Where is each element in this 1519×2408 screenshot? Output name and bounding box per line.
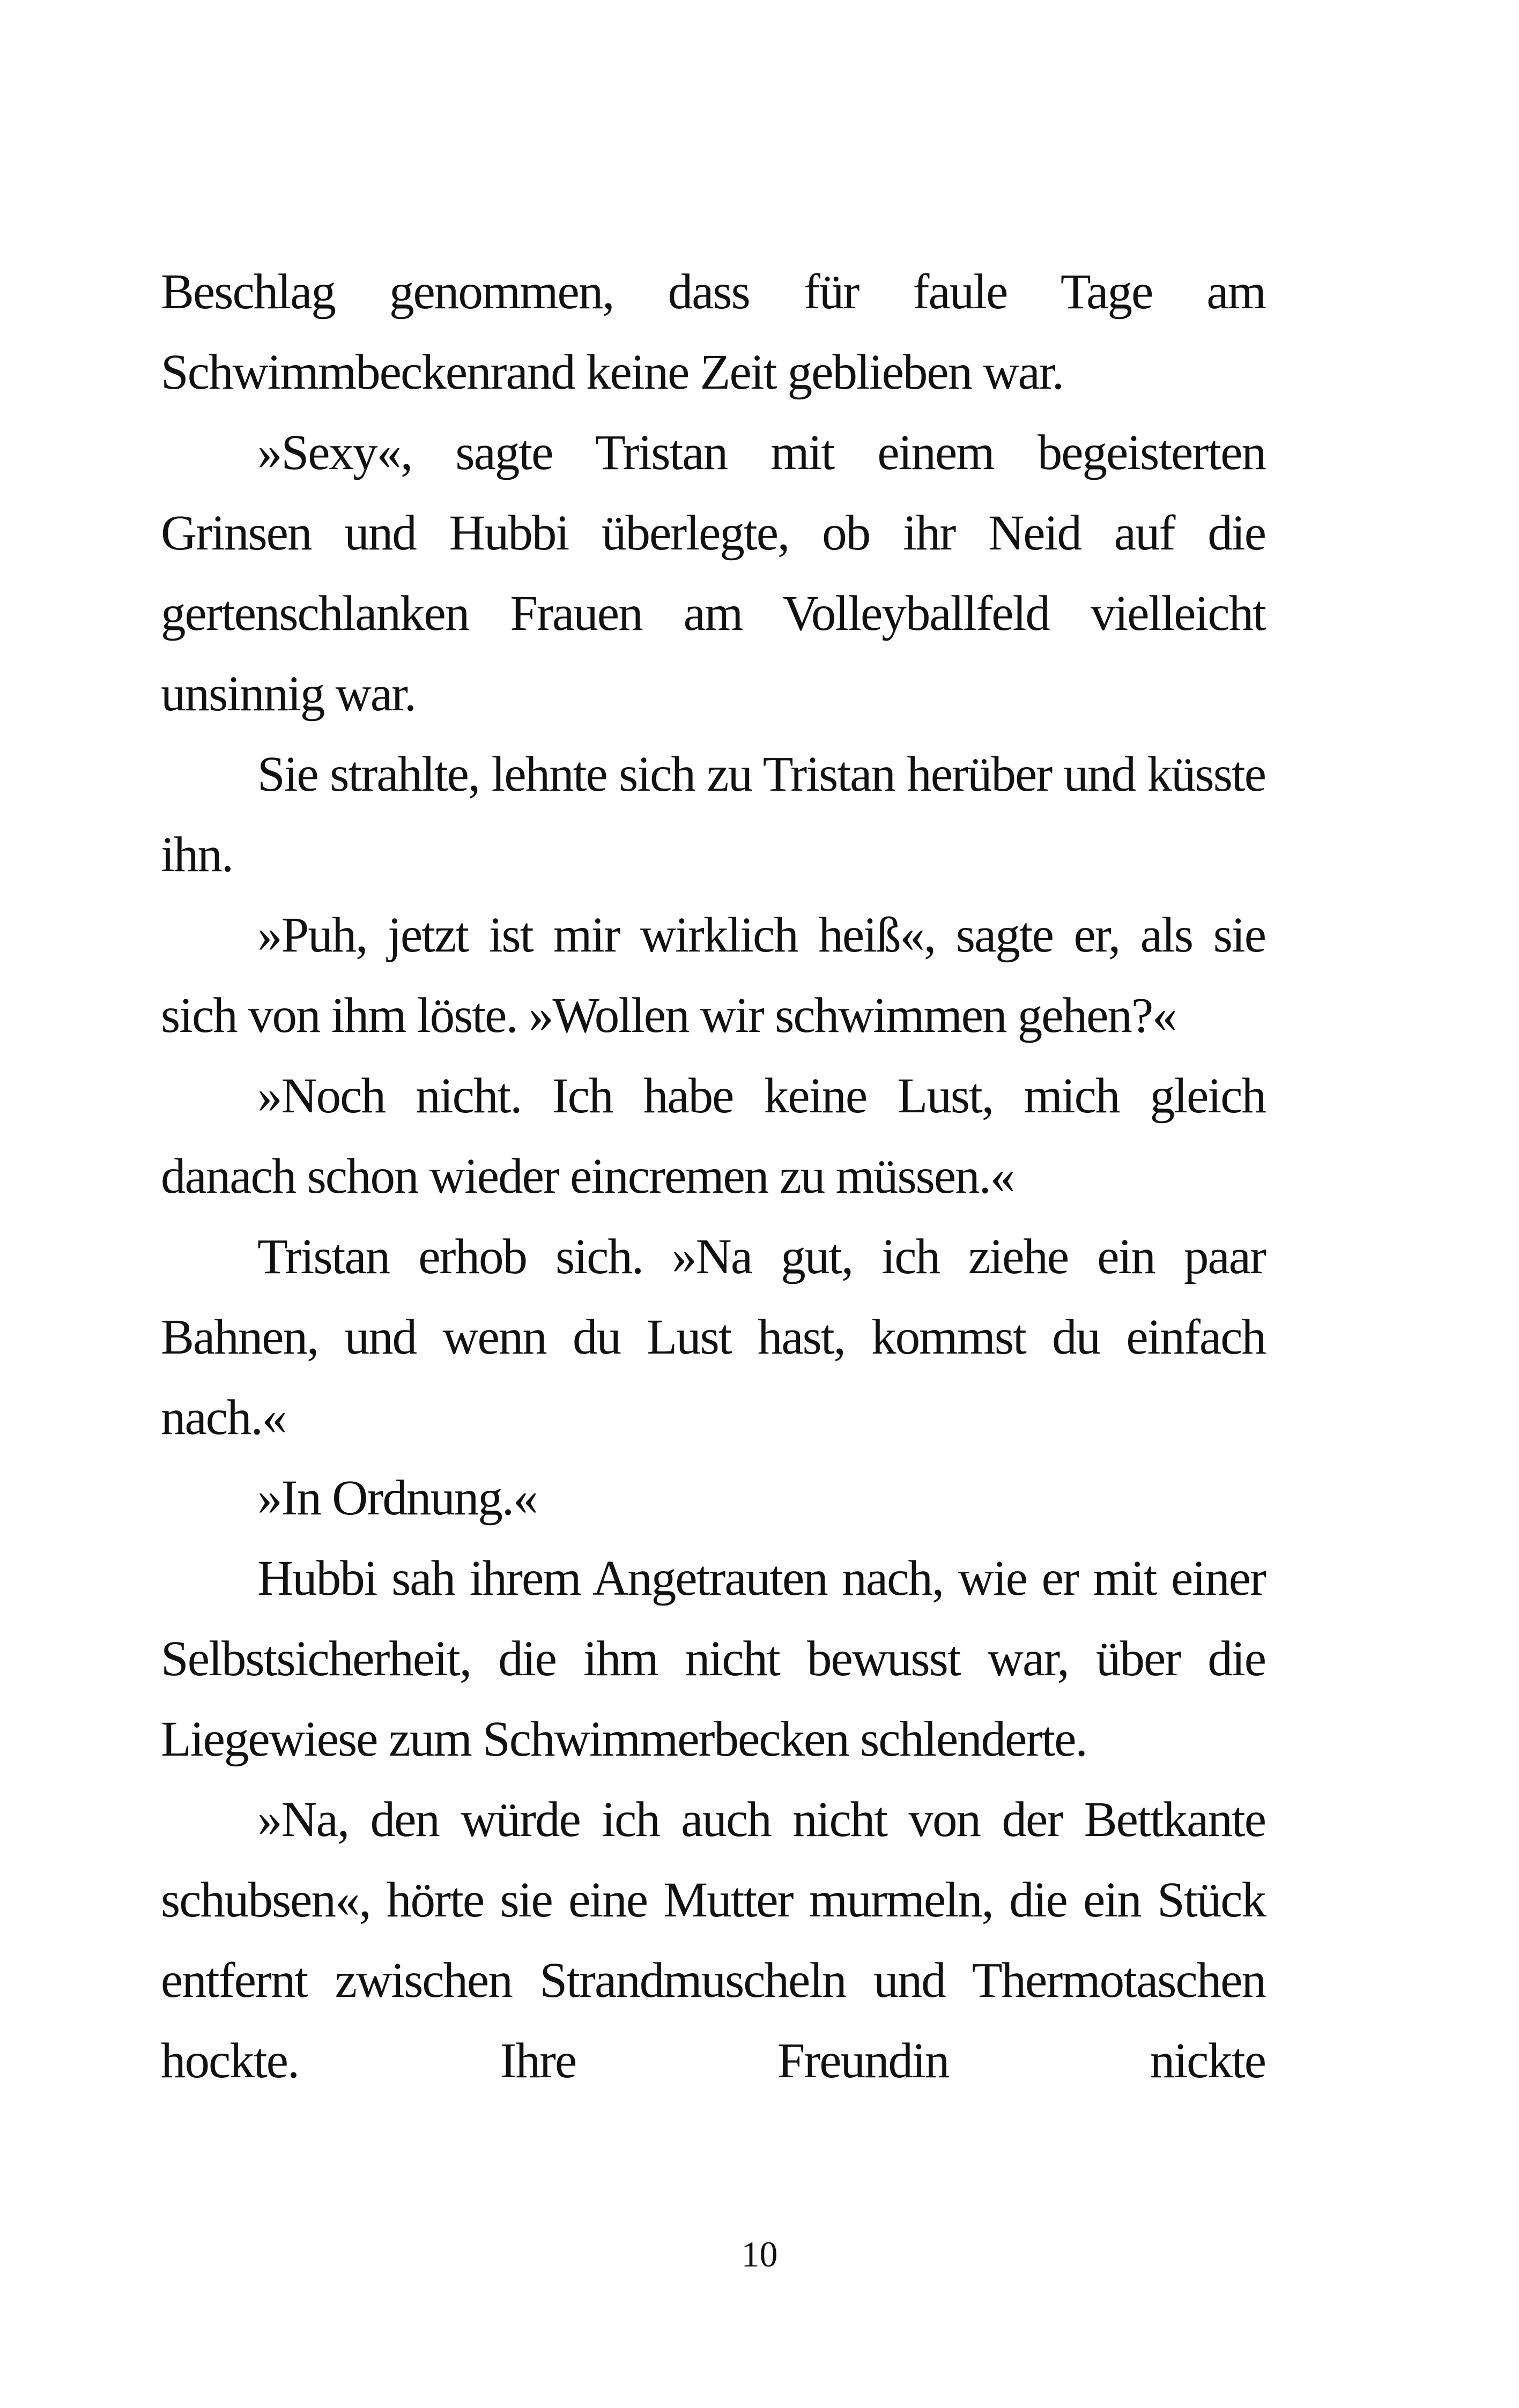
paragraph: »Noch nicht. Ich habe keine Lust, mich gleich danach schon wieder eincremen zu müssen.«	[161, 1068, 1265, 1204]
paragraph: »Puh, jetzt ist mir wirklich heiß«, sagte er, als sie sich von ihm löste. »Wollen wir schwimmen gehen?«	[161, 908, 1265, 1043]
paragraph: »In Ordnung.«	[257, 1470, 537, 1526]
paragraph: Hubbi sah ihrem Angetrauten nach, wie er mit einer Selbstsicherheit, die ihm nicht bewusst war, über die Liegewiese zum Schwimmerbecken schlenderte.	[161, 1551, 1265, 1767]
paragraph: »Sexy«, sagte Tristan mit einem begeisterten Grinsen und Hubbi überlegte, ob ihr Neid auf die gertenschlanken Frauen am Volleyballfeld vielleicht unsinnig war.	[161, 425, 1265, 722]
paragraph-continuation: Beschlag genommen, dass für faule Tage am Schwimmbeckenrand keine Zeit geblieben war.	[161, 264, 1265, 400]
paragraph-continued: »Na, den würde ich auch nicht von der Bettkante schubsen«, hörte sie eine Mutter murmeln, die ein Stück entfernt zwischen Strandmuscheln und Thermotaschen hockte. Ihre Freundin nickte	[161, 1792, 1265, 2089]
body-text	[161, 252, 1265, 2101]
paragraph: Tristan erhob sich. »Na gut, ich ziehe ein paar Bahnen, und wenn du Lust hast, kommst du einfach nach.«	[161, 1229, 1265, 1445]
page-number: 10	[741, 2234, 778, 2275]
paragraph: Sie strahlte, lehnte sich zu Tristan herüber und küsste ihn.	[161, 747, 1265, 882]
